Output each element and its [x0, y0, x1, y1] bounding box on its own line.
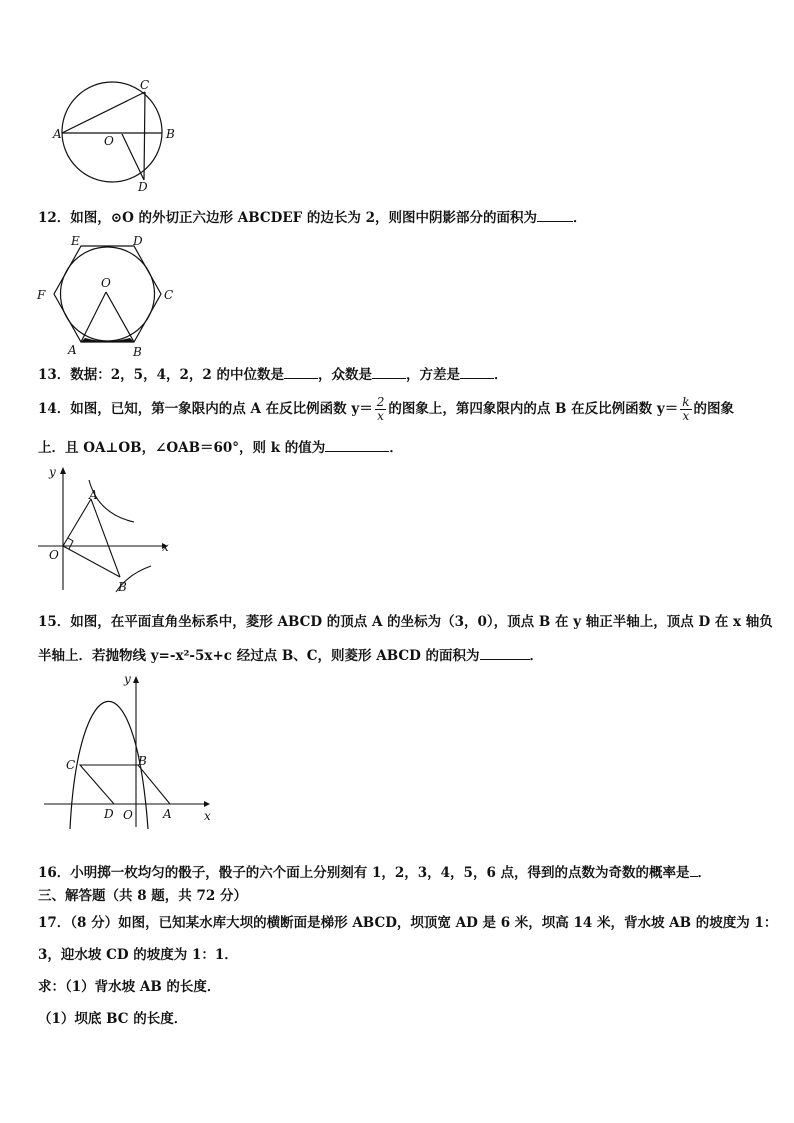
- q16-answer-blank[interactable]: [690, 862, 698, 877]
- label-b: B: [118, 580, 127, 594]
- chord-cd: [144, 92, 145, 180]
- q15-answer-blank[interactable]: [480, 645, 530, 660]
- q14-text-a: 14．如图，已知，第一象限内的点 A 在反比例函数 y＝: [38, 401, 373, 417]
- label-e: E: [71, 234, 80, 248]
- q15-text-line2: 半轴上．若抛物线 y=-x²-5x+c 经过点 B、C，则菱形 ABCD 的面积为: [38, 648, 480, 664]
- q13-mode-blank[interactable]: [372, 364, 406, 379]
- question-17-line4: [38, 1010, 187, 1028]
- rhombus-abcd: [80, 765, 170, 804]
- frac1-denominator: x: [377, 409, 384, 423]
- figure-q11-circle: [52, 76, 192, 194]
- label-a: A: [68, 343, 77, 357]
- q14-text-line2: 上．且 OA⊥OB，∠OAB＝60°，则 k 的值为: [38, 440, 326, 456]
- q14-end: ．: [389, 440, 403, 456]
- label-b: B: [138, 754, 147, 768]
- frac2-denominator: x: [682, 409, 690, 423]
- q16-end: ．: [697, 865, 712, 881]
- segment-oa: [63, 499, 91, 546]
- question-14-line1: [38, 394, 734, 424]
- segment-ob: [106, 292, 134, 342]
- q12-end: ．: [573, 210, 587, 226]
- q15-end: ．: [529, 648, 544, 664]
- y-axis-arrow: [133, 676, 139, 683]
- question-12: [38, 207, 587, 227]
- x-axis-arrow: [204, 801, 210, 807]
- q13-median-blank[interactable]: [284, 364, 318, 379]
- label-d: D: [138, 180, 148, 194]
- segment-od: [122, 134, 144, 180]
- question-16: [38, 862, 711, 882]
- q13-variance-blank[interactable]: [460, 364, 494, 379]
- segment-oa: [81, 292, 106, 342]
- q12-answer-blank[interactable]: [537, 207, 573, 222]
- question-17-line3: [38, 978, 220, 996]
- label-o: O: [123, 808, 133, 822]
- fraction-k-over-x: [680, 396, 691, 423]
- label-o: O: [104, 134, 114, 148]
- frac1-numerator: 2: [376, 395, 385, 409]
- figure-q15-parabola: [40, 669, 220, 831]
- segment-ob: [63, 546, 120, 577]
- label-a: A: [89, 488, 98, 502]
- question-15-line2: [38, 645, 543, 665]
- section-3-title: 三、解答题（共 8 题，共 72 分）: [38, 888, 247, 904]
- label-d: D: [104, 807, 114, 821]
- q13-end: ．: [493, 367, 508, 383]
- q13-part3: ，方差是: [405, 367, 460, 383]
- q17-text-line1: 17．（8 分）如图，已知某水库大坝的横断面是梯形 ABCD，坝顶宽 AD 是 6 米，坝高 14 米，背水坡 AB 的坡度为 1：: [38, 915, 778, 931]
- q13-part1: 13．数据：2，5，4，2，2 的中位数是: [38, 367, 284, 383]
- q12-text: 12．如图，⊙O 的外切正六边形 ABCDEF 的边长为 2，则图中阴影部分的面积为: [38, 210, 538, 226]
- frac2-numerator: k: [682, 395, 690, 409]
- figure-q14-coordinate: [36, 462, 176, 600]
- q13-part2: ，众数是: [317, 367, 372, 383]
- circle-o: [62, 82, 162, 182]
- q17-text-line3: 求：（1）背水坡 AB 的长度．: [38, 979, 221, 995]
- q16-text: 16．小明掷一枚均匀的骰子，骰子的六个面上分别刻有 1，2，3，4，5，6 点，得到的点数为奇数的概率是: [38, 865, 690, 881]
- question-14-line2: [38, 437, 403, 457]
- label-a: A: [163, 807, 172, 821]
- label-b: B: [166, 127, 175, 141]
- label-b: B: [133, 345, 142, 359]
- question-15-line1: [38, 613, 773, 631]
- q14-text-b: 的图象上，第四象限内的点 B 在反比例函数 y＝: [388, 401, 679, 417]
- label-o: O: [101, 276, 111, 290]
- shaded-region: [81, 338, 134, 342]
- label-y: y: [49, 465, 56, 479]
- q17-text-line2: 3，迎水坡 CD 的坡度为 1：1．: [38, 947, 238, 963]
- y-axis-arrow: [60, 467, 66, 474]
- section-3-heading: [38, 887, 247, 905]
- label-c: C: [66, 758, 76, 772]
- right-angle-mark: [68, 538, 73, 549]
- label-o: O: [49, 548, 59, 562]
- label-c: C: [164, 288, 174, 302]
- q14-answer-blank[interactable]: [325, 437, 389, 452]
- label-x: x: [204, 809, 211, 823]
- fraction-2-over-x: [375, 396, 387, 423]
- q15-text-line1: 15．如图，在平面直角坐标系中，菱形 ABCD 的顶点 A 的坐标为（3，0），顶点 B 在 y 轴正半轴上，顶点 D 在 x 轴负: [38, 614, 773, 630]
- label-f: F: [37, 288, 46, 302]
- label-y: y: [124, 672, 131, 686]
- question-17-line1: [38, 914, 777, 932]
- question-17-line2: [38, 946, 238, 964]
- label-c: C: [140, 78, 150, 92]
- label-d: D: [133, 234, 143, 248]
- question-13: [38, 364, 507, 384]
- segment-ab: [91, 499, 120, 577]
- figure-q12-hexagon: [34, 232, 184, 360]
- label-a: A: [53, 127, 62, 141]
- q17-text-line4: （1）坝底 BC 的长度．: [38, 1011, 188, 1027]
- label-x: x: [162, 540, 169, 554]
- q14-text-c: 的图象: [693, 401, 734, 417]
